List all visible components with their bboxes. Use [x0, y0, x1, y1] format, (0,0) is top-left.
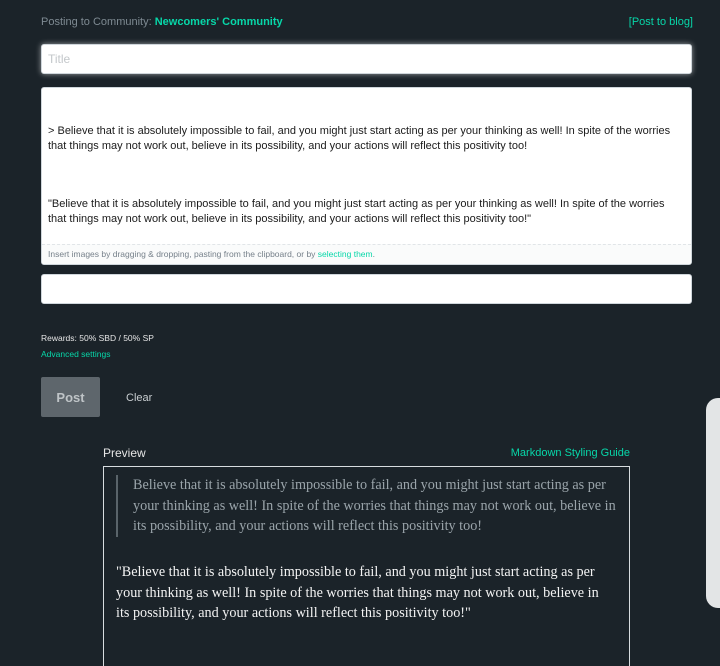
post-button[interactable]: Post	[41, 377, 100, 417]
body-editor-text[interactable]	[42, 88, 691, 238]
side-panel-tab[interactable]	[706, 398, 720, 608]
clear-button[interactable]: Clear	[118, 392, 160, 404]
posting-prefix: Posting to Community:	[41, 16, 155, 28]
body-editor[interactable]	[41, 87, 692, 265]
hint-text: Insert images by dragging & dropping, pasting from the clipboard, or by	[48, 249, 318, 259]
image-upload-hint	[42, 244, 691, 264]
preview-blockquote: Believe that it is absolutely impossible to fail, and you might just start acting as per your thinking as well! In spite of the worries that things may not work out, believe in its possibility, and your actions will reflect this positivity too!	[116, 475, 616, 537]
tags-input[interactable]	[41, 274, 692, 304]
select-images-link[interactable]: selecting them	[317, 249, 373, 259]
editor-line-quote: > Believe that it is absolutely impossible to fail, and you might just start acting as per your thinking as well! In spite of the worries that things may not work out, believe in its possibility, and your actions will reflect this positivity too!	[48, 125, 674, 152]
preview-paragraph: "Believe that it is absolutely impossible to fail, and you might just start acting as per your thinking as well! In spite of the worries that things may not work out, believe in its possibility, and your actions will reflect this positivity too!"	[116, 564, 599, 621]
markdown-styling-guide-link[interactable]: Markdown Styling Guide	[510, 447, 630, 459]
editor-line-paragraph: "Believe that it is absolutely impossible to fail, and you might just start acting as per your thinking as well! In spite of the worries that things may not work out, believe in its possibility, and your actions will reflect this positivity too!"	[48, 198, 668, 225]
hint-suffix: .	[372, 249, 375, 259]
post-to-blog-link[interactable]: [Post to blog]	[628, 16, 693, 28]
advanced-settings-link[interactable]: Advanced settings	[41, 349, 111, 359]
community-name[interactable]: Newcomers' Community	[154, 16, 283, 28]
preview-box	[103, 466, 630, 666]
rewards-text: Rewards: 50% SBD / 50% SP	[41, 333, 154, 343]
title-input[interactable]	[41, 44, 692, 74]
posting-to-community	[41, 16, 283, 28]
preview-label: Preview	[103, 446, 146, 460]
